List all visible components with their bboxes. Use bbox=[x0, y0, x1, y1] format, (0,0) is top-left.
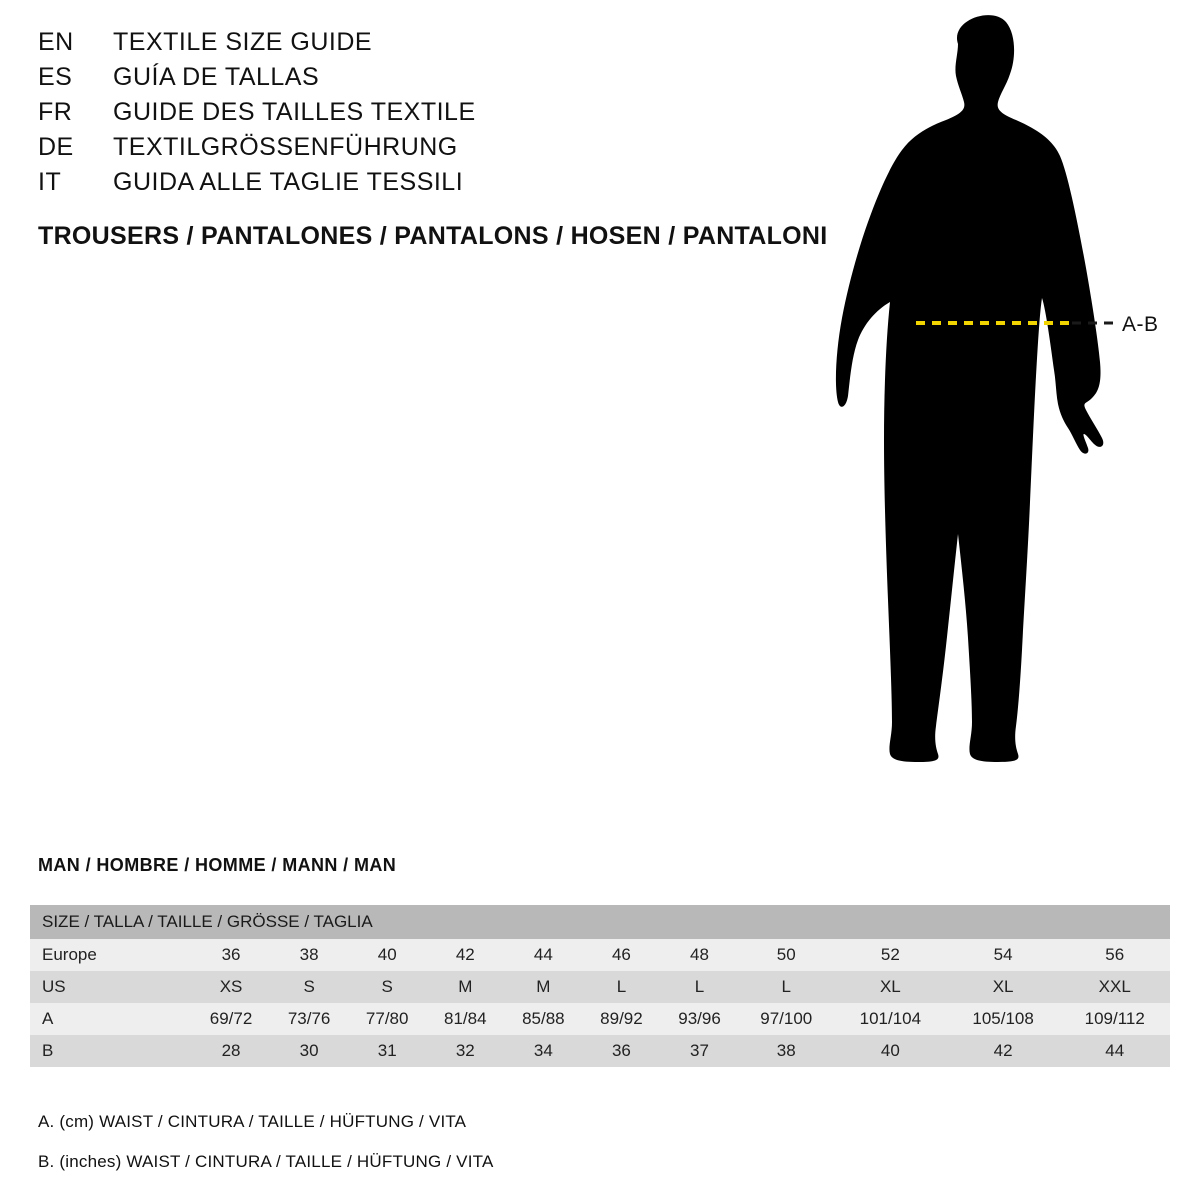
cell: 40 bbox=[348, 939, 426, 971]
cell: L bbox=[660, 971, 738, 1003]
table-header-label: SIZE / TALLA / TAILLE / GRÖSSE / TAGLIA bbox=[30, 905, 1170, 939]
cell: 42 bbox=[426, 939, 504, 971]
cell: 44 bbox=[504, 939, 582, 971]
footnote-b: B. (inches) WAIST / CINTURA / TAILLE / HÜFTUNG / VITA bbox=[38, 1152, 494, 1171]
cell: 73/76 bbox=[270, 1003, 348, 1035]
table-section-label: MAN / HOMBRE / HOMME / MANN / MAN bbox=[38, 855, 397, 875]
body-figure bbox=[820, 10, 1200, 800]
row-label-europe: Europe bbox=[30, 939, 192, 971]
cell: 101/104 bbox=[834, 1003, 947, 1035]
cell: XXL bbox=[1060, 971, 1171, 1003]
cell: 105/108 bbox=[947, 1003, 1060, 1035]
cell: 52 bbox=[834, 939, 947, 971]
row-label-us: US bbox=[30, 971, 192, 1003]
table-row bbox=[30, 939, 1170, 971]
language-text: GUIDA ALLE TAGLIE TESSILI bbox=[113, 168, 464, 196]
row-label-a: A bbox=[30, 1003, 192, 1035]
cell: 30 bbox=[270, 1035, 348, 1067]
size-table bbox=[30, 905, 1170, 1067]
footnote-a: A. (cm) WAIST / CINTURA / TAILLE / HÜFTUNG / VITA bbox=[38, 1112, 467, 1131]
cell: XL bbox=[834, 971, 947, 1003]
language-code: FR bbox=[38, 98, 73, 126]
cell: 37 bbox=[660, 1035, 738, 1067]
cell: 48 bbox=[660, 939, 738, 971]
garment-title: TROUSERS / PANTALONES / PANTALONS / HOSEN / PANTALONI bbox=[38, 222, 828, 250]
cell: XL bbox=[947, 971, 1060, 1003]
language-code: IT bbox=[38, 168, 62, 196]
language-code: DE bbox=[38, 133, 74, 161]
cell: M bbox=[504, 971, 582, 1003]
cell: 97/100 bbox=[739, 1003, 834, 1035]
cell: 34 bbox=[504, 1035, 582, 1067]
cell: 93/96 bbox=[660, 1003, 738, 1035]
language-row-en bbox=[38, 28, 798, 63]
cell: 28 bbox=[192, 1035, 270, 1067]
language-row-de bbox=[38, 133, 798, 168]
table-row bbox=[30, 971, 1170, 1003]
row-label-b: B bbox=[30, 1035, 192, 1067]
cell: 46 bbox=[582, 939, 660, 971]
cell: 40 bbox=[834, 1035, 947, 1067]
language-text: GUÍA DE TALLAS bbox=[113, 63, 320, 91]
cell: S bbox=[270, 971, 348, 1003]
cell: 56 bbox=[1060, 939, 1171, 971]
language-text: TEXTILGRÖSSENFÜHRUNG bbox=[113, 133, 458, 161]
cell: L bbox=[739, 971, 834, 1003]
language-row-es bbox=[38, 63, 798, 98]
cell: 69/72 bbox=[192, 1003, 270, 1035]
language-text: GUIDE DES TAILLES TEXTILE bbox=[113, 98, 476, 126]
table-header-row bbox=[30, 905, 1170, 939]
cell: 38 bbox=[739, 1035, 834, 1067]
language-row-it bbox=[38, 168, 798, 203]
cell: 50 bbox=[739, 939, 834, 971]
table-row bbox=[30, 1035, 1170, 1067]
measure-label-ab: A-B bbox=[1122, 313, 1159, 336]
cell: 44 bbox=[1060, 1035, 1171, 1067]
cell: M bbox=[426, 971, 504, 1003]
cell: L bbox=[582, 971, 660, 1003]
cell: S bbox=[348, 971, 426, 1003]
man-silhouette bbox=[836, 15, 1103, 762]
cell: 36 bbox=[582, 1035, 660, 1067]
language-list bbox=[38, 28, 798, 203]
table-row bbox=[30, 1003, 1170, 1035]
cell: XS bbox=[192, 971, 270, 1003]
cell: 109/112 bbox=[1060, 1003, 1171, 1035]
cell: 42 bbox=[947, 1035, 1060, 1067]
cell: 81/84 bbox=[426, 1003, 504, 1035]
language-code: EN bbox=[38, 28, 74, 56]
cell: 89/92 bbox=[582, 1003, 660, 1035]
cell: 85/88 bbox=[504, 1003, 582, 1035]
language-text: TEXTILE SIZE GUIDE bbox=[113, 28, 373, 56]
cell: 31 bbox=[348, 1035, 426, 1067]
cell: 77/80 bbox=[348, 1003, 426, 1035]
cell: 36 bbox=[192, 939, 270, 971]
cell: 32 bbox=[426, 1035, 504, 1067]
cell: 38 bbox=[270, 939, 348, 971]
cell: 54 bbox=[947, 939, 1060, 971]
language-row-fr bbox=[38, 98, 798, 133]
language-code: ES bbox=[38, 63, 73, 91]
